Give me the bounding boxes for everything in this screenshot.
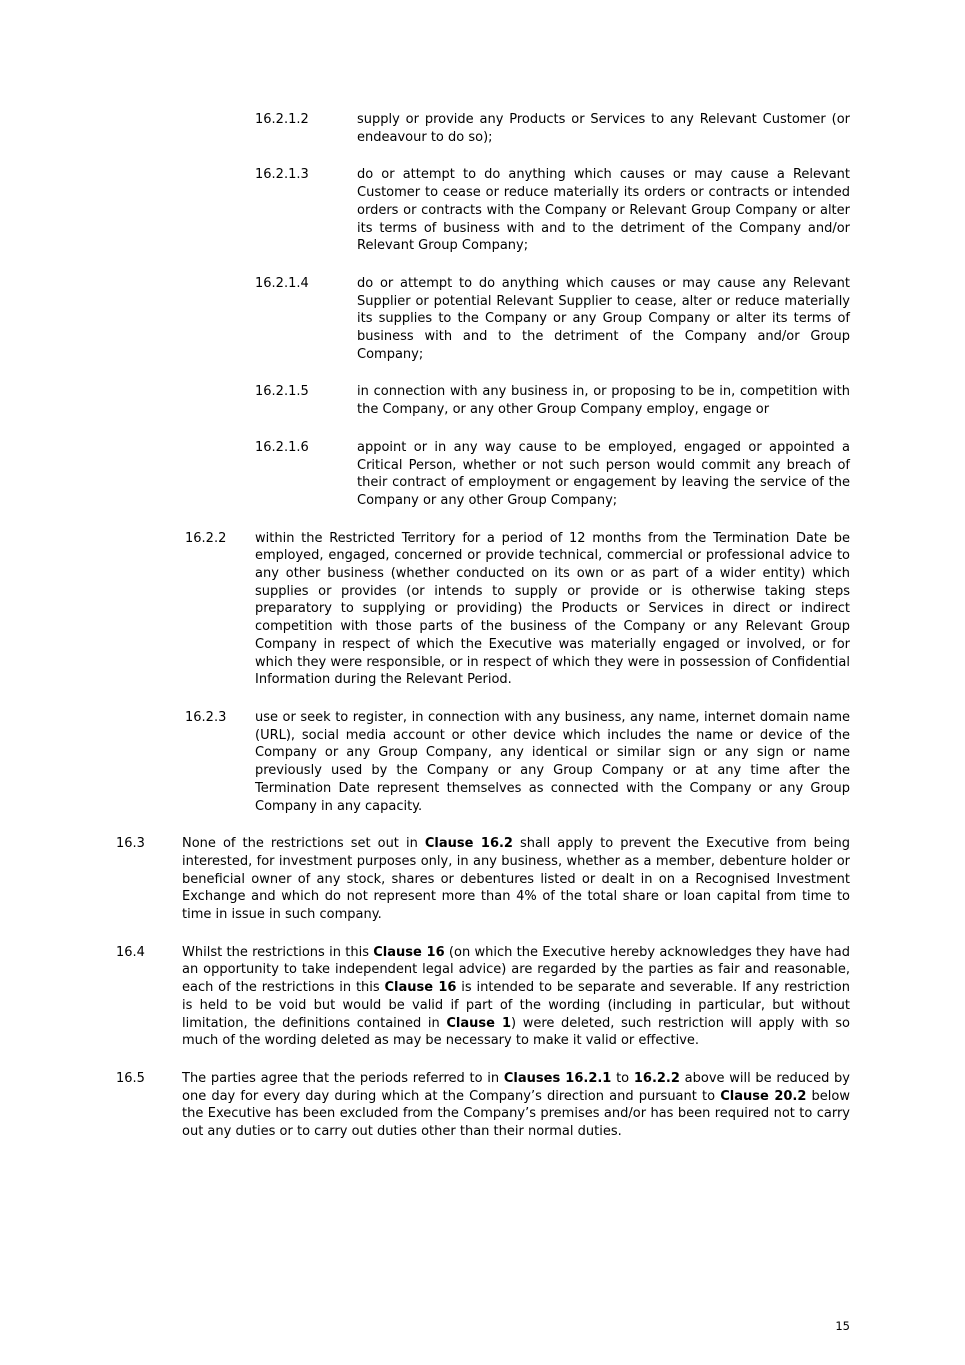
clause-row [255,383,850,418]
clauses-container [0,111,965,1161]
clause-body: appoint or in any way cause to be employed, engaged or appointed a Critical Person, whether or not such person would commit any breach of their contract of employment or engagement by leaving the service of the Company or any other Group Company; [357,439,850,508]
clause-number: 16.3 [116,836,145,852]
clause-number: 16.2.3 [185,709,227,725]
clause-body: supply or provide any Products or Services to any Relevant Customer (or endeavour to do so); [357,112,850,145]
clause-number: 16.5 [116,1070,145,1086]
clause-number: 16.2.1.2 [255,112,309,127]
clause-number: 16.2.1.3 [255,167,309,183]
clause-row [116,1070,850,1141]
clause-body: The parties agree that the periods referred to in Clauses 16.2.1 to 16.2.2 above will be reduced by one day for every day during which at the Company’s direction and pursuant to Clause 20.2 below the Executive has been excluded from the Company’s premises and/or has been required not to carry out any duties or to carry out duties other than their normal duties. [182,1070,850,1140]
clause-number: 16.4 [116,944,145,960]
clause-body: in connection with any business in, or proposing to be in, competition with the Company, or any other Group Company employ, engage or [357,384,850,418]
clause-row [255,166,850,255]
clause-body: within the Restricted Territory for a period of 12 months from the Termination Date be employed, engaged, concerned or provide technical, commercial or professional advice to any other business (whether conducted on its own or as part of a wider entity) which supplies or provides (or intends to supply or provide or is otherwise taking steps preparatory to supplying or providing) the Products or Services in direct or indirect competition with those parts of the business of the Company or any Relevant Group Company in respect of which the Executive was materially engaged or involved, or for which they were responsible, or in respect of which they were in possession of Confidential Information during the Relevant Period. [255,530,850,688]
clause-row [185,709,850,815]
clause-number: 16.2.2 [185,530,227,546]
clause-body: Whilst the restrictions in this Clause 16 (on which the Executive hereby acknowledges they have had an opportunity to take independent legal advice) are regarded by the parties as fair and reasonable, each of the restrictions in this Clause 16 is intended to be separate and severable. If any restriction is held to be void but would be valid if part of the wording (including in particular, but without limitation, the definitions contained in Clause 1) were deleted, such restriction will apply with so much of the wording deleted as may be necessary to make it valid or effective. [182,944,851,1049]
clause-row [255,111,850,146]
clause-body: use or seek to register, in connection with any business, any name, internet domain name (URL), social media account or other device which includes the name or device of the Company or any Group Company, any identical or similar sign or any sign or name previously used by the Company or any Group Company or at any time after the Termination Date represent themselves as connected with the Company or any Group Company in any capacity. [255,709,850,814]
clause-number: 16.2.1.6 [255,439,309,455]
clause-row [185,530,850,689]
clause-number: 16.2.1.5 [255,384,309,400]
clause-body: do or attempt to do anything which causes or may cause a Relevant Customer to cease or reduce materially its orders or contracts or intended orders or contracts with the Company or Relevant Group Company or alter its terms of business with and to the detriment of the Company and/or Relevant Group Company; [357,167,850,254]
clause-number: 16.2.1.4 [255,275,309,291]
page-number: 15 [835,1319,850,1333]
clause-row [255,439,850,510]
clause-row [255,275,850,364]
clause-body: None of the restrictions set out in Clause 16.2 shall apply to prevent the Executive from being interested, for investment purposes only, in any business, whether as a member, debenture holder or beneficial owner of any stock, shares or debentures listed or dealt in on a Recognised Investment Exchange and which do not represent more than 4% of the total share or loan capital from time to time in issue in such company. [182,836,851,923]
clause-body: do or attempt to do anything which causes or may cause any Relevant Supplier or potential Relevant Supplier to cease, alter or reduce materially its supplies to the Company or any Group Company or alter its terms of business with and to the detriment of the Company and/or Group Company; [357,275,850,362]
clause-row [116,944,850,1050]
clause-row [116,835,850,924]
